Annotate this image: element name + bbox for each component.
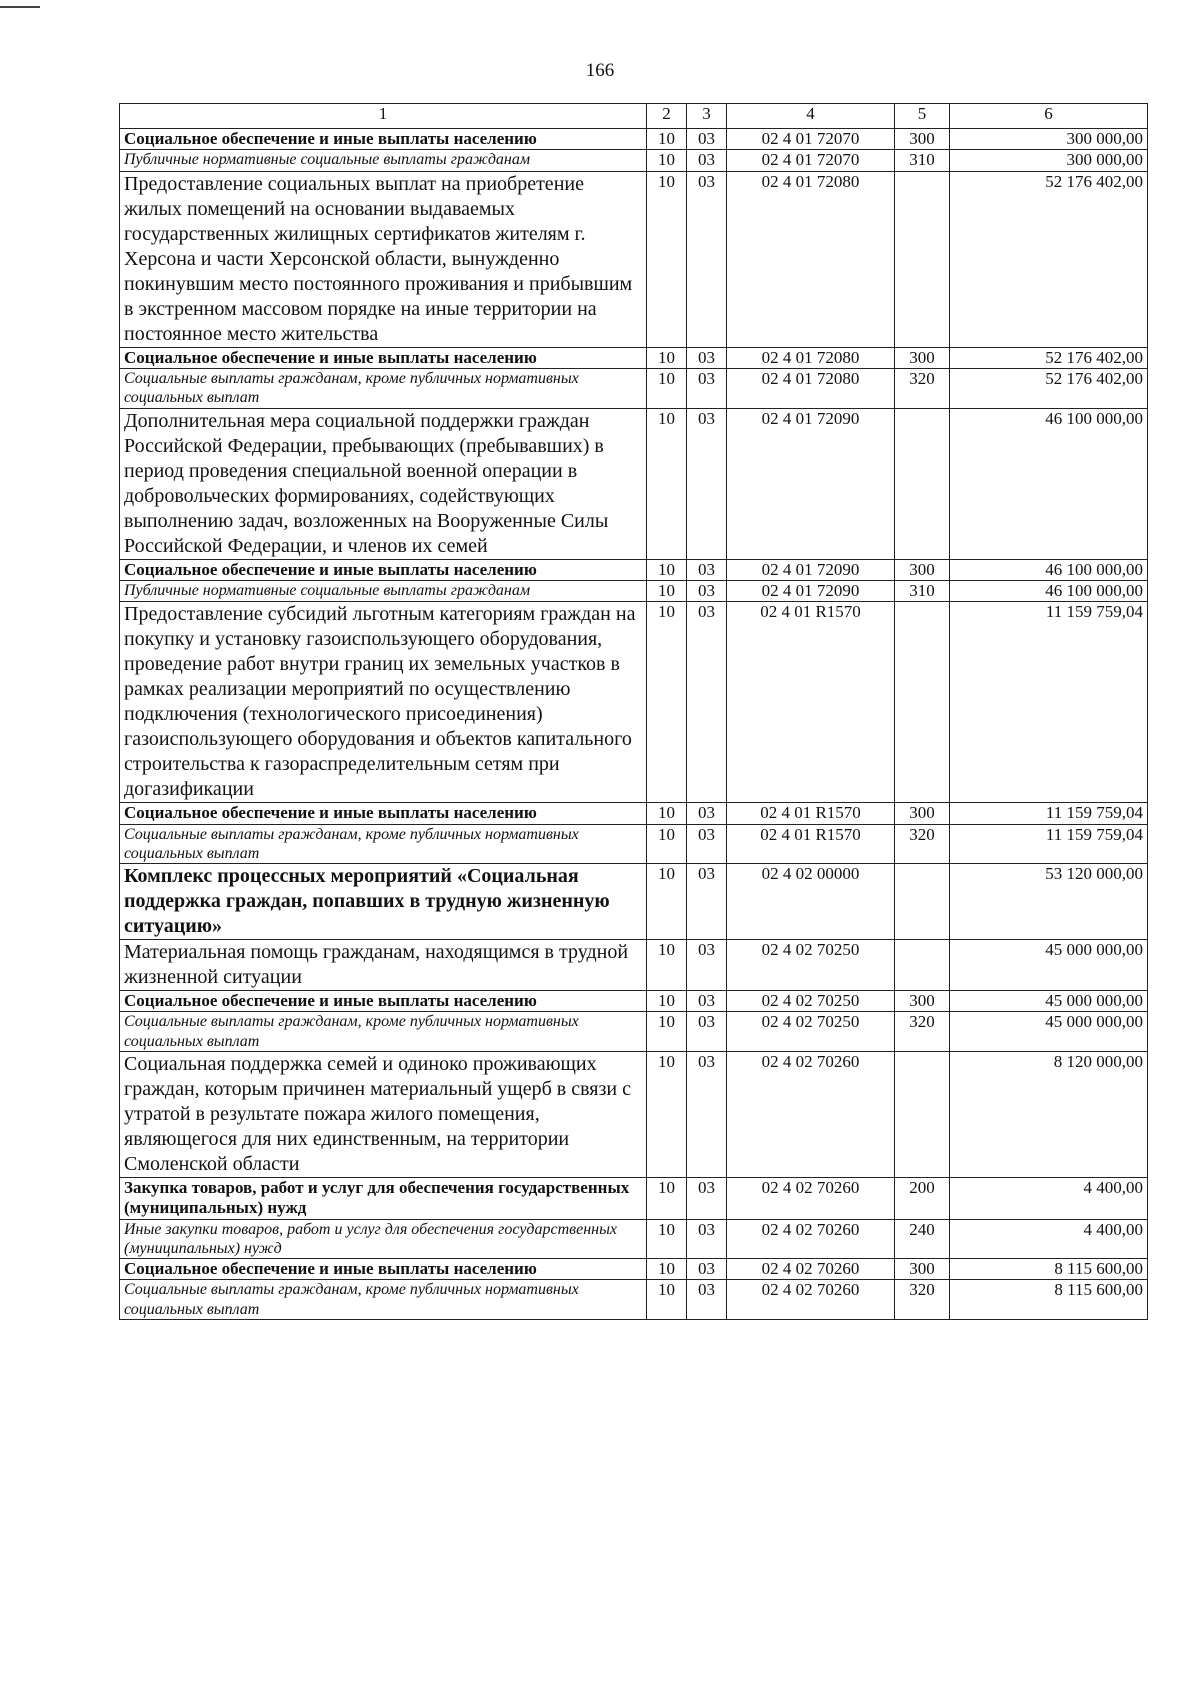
section-code-cell: 10: [647, 1219, 687, 1258]
expense-type-cell: 300: [895, 129, 950, 150]
subsection-code-cell: 03: [687, 602, 727, 803]
table-row: [120, 129, 1148, 150]
amount-cell: 300 000,00: [950, 129, 1148, 150]
expense-type-cell: 310: [895, 150, 950, 171]
subsection-code-cell: 03: [687, 940, 727, 991]
row-name-cell: Социальное обеспечение и иные выплаты населению: [120, 347, 647, 368]
subsection-code-cell: 03: [687, 1280, 727, 1319]
header-cell: 1: [120, 104, 647, 129]
section-code-cell: 10: [647, 580, 687, 601]
section-code-cell: 10: [647, 864, 687, 940]
table-row: [120, 171, 1148, 347]
row-name-cell: Предоставление субсидий льготным категориям граждан на покупку и установку газоиспользующего оборудования, проведение работ внутри границ их земельных участков в рамках реализации мероприятий по осуществлению подключения (технологического присоединения) газоиспользующего оборудования и объектов капитального строительства к газораспределительным сетям при догазификации: [120, 602, 647, 803]
target-article-cell: 02 4 01 R1570: [727, 803, 895, 824]
budget-table-body: [120, 104, 1148, 1320]
header-cell: 2: [647, 104, 687, 129]
header-cell: 4: [727, 104, 895, 129]
table-row: [120, 347, 1148, 368]
subsection-code-cell: 03: [687, 150, 727, 171]
row-name-cell: Социальное обеспечение и иные выплаты населению: [120, 129, 647, 150]
header-cell: 5: [895, 104, 950, 129]
table-row: [120, 824, 1148, 863]
section-code-cell: 10: [647, 940, 687, 991]
subsection-code-cell: 03: [687, 559, 727, 580]
amount-cell: 11 159 759,04: [950, 824, 1148, 863]
target-article-cell: 02 4 02 00000: [727, 864, 895, 940]
target-article-cell: 02 4 01 72070: [727, 129, 895, 150]
section-code-cell: 10: [647, 1259, 687, 1280]
row-name-cell: Социальное обеспечение и иные выплаты населению: [120, 803, 647, 824]
expense-type-cell: 300: [895, 347, 950, 368]
target-article-cell: 02 4 02 70260: [727, 1051, 895, 1177]
target-article-cell: 02 4 01 72090: [727, 559, 895, 580]
table-row: [120, 864, 1148, 940]
section-code-cell: 10: [647, 369, 687, 408]
page-number: 166: [585, 60, 615, 81]
expense-type-cell: 300: [895, 991, 950, 1012]
amount-cell: 52 176 402,00: [950, 347, 1148, 368]
target-article-cell: 02 4 01 R1570: [727, 824, 895, 863]
amount-cell: 300 000,00: [950, 150, 1148, 171]
section-code-cell: 10: [647, 1012, 687, 1051]
amount-cell: 53 120 000,00: [950, 864, 1148, 940]
expense-type-cell: [895, 171, 950, 347]
expense-type-cell: [895, 602, 950, 803]
section-code-cell: 10: [647, 824, 687, 863]
target-article-cell: 02 4 02 70250: [727, 940, 895, 991]
subsection-code-cell: 03: [687, 1177, 727, 1219]
row-name-cell: Социальное обеспечение и иные выплаты населению: [120, 1259, 647, 1280]
table-header-row: [120, 104, 1148, 129]
section-code-cell: 10: [647, 1280, 687, 1319]
amount-cell: 45 000 000,00: [950, 1012, 1148, 1051]
row-name-cell: Закупка товаров, работ и услуг для обеспечения государственных (муниципальных) нужд: [120, 1177, 647, 1219]
target-article-cell: 02 4 02 70250: [727, 1012, 895, 1051]
amount-cell: 46 100 000,00: [950, 559, 1148, 580]
table-row: [120, 1177, 1148, 1219]
subsection-code-cell: 03: [687, 1051, 727, 1177]
expense-type-cell: 320: [895, 824, 950, 863]
target-article-cell: 02 4 01 R1570: [727, 602, 895, 803]
expense-type-cell: [895, 864, 950, 940]
row-name-cell: Социальное обеспечение и иные выплаты населению: [120, 991, 647, 1012]
section-code-cell: 10: [647, 602, 687, 803]
amount-cell: 46 100 000,00: [950, 580, 1148, 601]
expense-type-cell: 300: [895, 559, 950, 580]
table-row: [120, 408, 1148, 559]
target-article-cell: 02 4 02 70260: [727, 1219, 895, 1258]
row-name-cell: Социальные выплаты гражданам, кроме публичных нормативных социальных выплат: [120, 824, 647, 863]
table-row: [120, 1280, 1148, 1319]
expense-type-cell: [895, 940, 950, 991]
amount-cell: 46 100 000,00: [950, 408, 1148, 559]
scan-corner-mark: [0, 0, 40, 8]
expense-type-cell: 200: [895, 1177, 950, 1219]
target-article-cell: 02 4 01 72080: [727, 347, 895, 368]
amount-cell: 8 115 600,00: [950, 1259, 1148, 1280]
target-article-cell: 02 4 02 70260: [727, 1280, 895, 1319]
row-name-cell: Социальное обеспечение и иные выплаты населению: [120, 559, 647, 580]
amount-cell: 4 400,00: [950, 1177, 1148, 1219]
section-code-cell: 10: [647, 171, 687, 347]
section-code-cell: 10: [647, 1177, 687, 1219]
table-row: [120, 991, 1148, 1012]
header-cell: 6: [950, 104, 1148, 129]
header-cell: 3: [687, 104, 727, 129]
table-row: [120, 940, 1148, 991]
table-row: [120, 803, 1148, 824]
table-row: [120, 1259, 1148, 1280]
section-code-cell: 10: [647, 150, 687, 171]
subsection-code-cell: 03: [687, 369, 727, 408]
section-code-cell: 10: [647, 129, 687, 150]
target-article-cell: 02 4 02 70260: [727, 1259, 895, 1280]
subsection-code-cell: 03: [687, 803, 727, 824]
target-article-cell: 02 4 01 72070: [727, 150, 895, 171]
subsection-code-cell: 03: [687, 347, 727, 368]
row-name-cell: Публичные нормативные социальные выплаты гражданам: [120, 580, 647, 601]
target-article-cell: 02 4 01 72090: [727, 580, 895, 601]
row-name-cell: Предоставление социальных выплат на приобретение жилых помещений на основании выдаваемых государственных жилищных сертификатов жителям г. Херсона и части Херсонской области, вынужденно покинувшим место постоянного проживания и прибывшим в экстренном массовом порядке на иные территории на постоянное место жительства: [120, 171, 647, 347]
row-name-cell: Дополнительная мера социальной поддержки граждан Российской Федерации, пребывающих (пребывавших) в период проведения специальной военной операции в добровольческих формированиях, содействующих выполнению задач, возложенных на Вооруженные Силы Российской Федерации, и членов их семей: [120, 408, 647, 559]
row-name-cell: Публичные нормативные социальные выплаты гражданам: [120, 150, 647, 171]
target-article-cell: 02 4 01 72080: [727, 171, 895, 347]
amount-cell: 8 120 000,00: [950, 1051, 1148, 1177]
table-row: [120, 580, 1148, 601]
expense-type-cell: [895, 408, 950, 559]
expense-type-cell: 300: [895, 1259, 950, 1280]
target-article-cell: 02 4 02 70250: [727, 991, 895, 1012]
budget-table: [119, 103, 1148, 1320]
amount-cell: 11 159 759,04: [950, 803, 1148, 824]
expense-type-cell: 320: [895, 1012, 950, 1051]
section-code-cell: 10: [647, 1051, 687, 1177]
subsection-code-cell: 03: [687, 991, 727, 1012]
section-code-cell: 10: [647, 559, 687, 580]
table-row: [120, 1012, 1148, 1051]
table-row: [120, 1051, 1148, 1177]
row-name-cell: Иные закупки товаров, работ и услуг для обеспечения государственных (муниципальных) нужд: [120, 1219, 647, 1258]
target-article-cell: 02 4 01 72090: [727, 408, 895, 559]
target-article-cell: 02 4 01 72080: [727, 369, 895, 408]
subsection-code-cell: 03: [687, 408, 727, 559]
section-code-cell: 10: [647, 991, 687, 1012]
amount-cell: 45 000 000,00: [950, 991, 1148, 1012]
section-code-cell: 10: [647, 347, 687, 368]
amount-cell: 52 176 402,00: [950, 369, 1148, 408]
amount-cell: 11 159 759,04: [950, 602, 1148, 803]
amount-cell: 4 400,00: [950, 1219, 1148, 1258]
row-name-cell: Социальные выплаты гражданам, кроме публичных нормативных социальных выплат: [120, 1012, 647, 1051]
row-name-cell: Комплекс процессных мероприятий «Социальная поддержка граждан, попавших в трудную жизненную ситуацию»: [120, 864, 647, 940]
table-row: [120, 150, 1148, 171]
expense-type-cell: 240: [895, 1219, 950, 1258]
subsection-code-cell: 03: [687, 1259, 727, 1280]
table-row: [120, 369, 1148, 408]
subsection-code-cell: 03: [687, 171, 727, 347]
subsection-code-cell: 03: [687, 129, 727, 150]
expense-type-cell: 320: [895, 1280, 950, 1319]
row-name-cell: Материальная помощь гражданам, находящимся в трудной жизненной ситуации: [120, 940, 647, 991]
row-name-cell: Социальные выплаты гражданам, кроме публичных нормативных социальных выплат: [120, 1280, 647, 1319]
subsection-code-cell: 03: [687, 864, 727, 940]
expense-type-cell: [895, 1051, 950, 1177]
row-name-cell: Социальная поддержка семей и одиноко проживающих граждан, которым причинен материальный ущерб в связи с утратой в результате пожара жилого помещения, являющегося для них единственным, на территории Смоленской области: [120, 1051, 647, 1177]
subsection-code-cell: 03: [687, 1012, 727, 1051]
target-article-cell: 02 4 02 70260: [727, 1177, 895, 1219]
subsection-code-cell: 03: [687, 824, 727, 863]
subsection-code-cell: 03: [687, 580, 727, 601]
amount-cell: 45 000 000,00: [950, 940, 1148, 991]
expense-type-cell: 300: [895, 803, 950, 824]
section-code-cell: 10: [647, 803, 687, 824]
table-row: [120, 559, 1148, 580]
amount-cell: 8 115 600,00: [950, 1280, 1148, 1319]
amount-cell: 52 176 402,00: [950, 171, 1148, 347]
expense-type-cell: 320: [895, 369, 950, 408]
table-row: [120, 602, 1148, 803]
table-row: [120, 1219, 1148, 1258]
row-name-cell: Социальные выплаты гражданам, кроме публичных нормативных социальных выплат: [120, 369, 647, 408]
subsection-code-cell: 03: [687, 1219, 727, 1258]
expense-type-cell: 310: [895, 580, 950, 601]
section-code-cell: 10: [647, 408, 687, 559]
